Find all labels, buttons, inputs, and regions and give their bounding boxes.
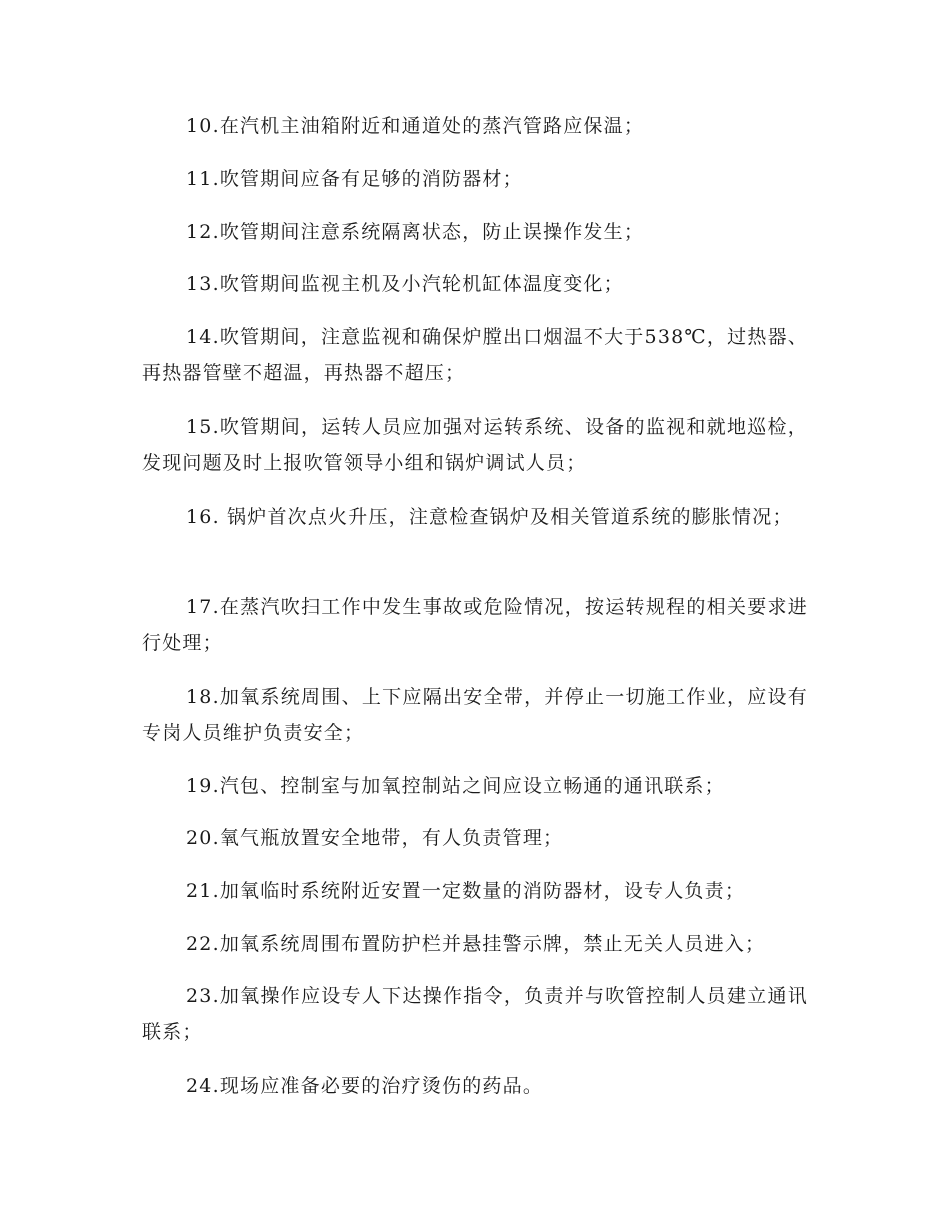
list-item-18: 18.加氧系统周围、上下应隔出安全带，并停止一切施工作业，应设有专岗人员维护负责安全； (142, 686, 808, 744)
list-item-10: 10.在汽机主油箱附近和通道处的蒸汽管路应保温； (186, 115, 645, 137)
list-item-17: 17.在蒸汽吹扫工作中发生事故或危险情况，按运转规程的相关要求进行处理； (142, 596, 808, 654)
list-item-23: 23.加氧操作应设专人下达操作指令，负责并与吹管控制人员建立通讯联系； (142, 985, 808, 1043)
list-item-11: 11.吹管期间应备有足够的消防器材； (186, 168, 523, 190)
list-item-20: 20.氧气瓶放置安全地带，有人负责管理； (186, 827, 564, 849)
list-item-22: 22.加氧系统周围布置防护栏并悬挂警示牌，禁止无关人员进入； (186, 933, 766, 955)
list-item-19: 19.汽包、控制室与加氧控制站之间应设立畅通的通讯联系； (186, 775, 725, 797)
list-item-12: 12.吹管期间注意系统隔离状态，防止误操作发生； (186, 221, 645, 243)
list-item-24: 24.现场应准备必要的治疗烫伤的药品。 (186, 1075, 544, 1097)
list-item-21: 21.加氧临时系统附近安置一定数量的消防器材，设专人负责； (186, 880, 746, 902)
list-item-13: 13.吹管期间监视主机及小汽轮机缸体温度变化； (186, 273, 624, 295)
list-item-14: 14.吹管期间，注意监视和确保炉膛出口烟温不大于538℃，过热器、再热器管壁不超温，再热器不超压； (142, 326, 808, 384)
list-item-15: 15.吹管期间，运转人员应加强对运转系统、设备的监视和就地巡检，发现问题及时上报吹管领导小组和锅炉调试人员； (142, 416, 808, 474)
list-item-16: 16. 锅炉首次点火升压，注意检查锅炉及相关管道系统的膨胀情况； (186, 506, 793, 528)
